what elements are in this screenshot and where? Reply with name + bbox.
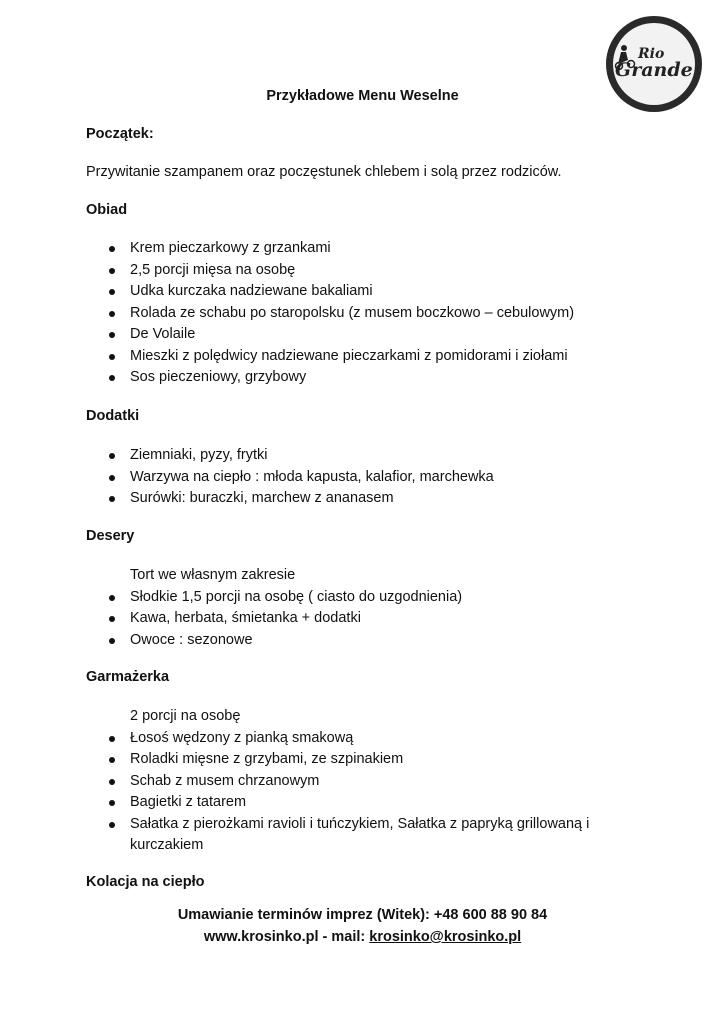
- list-item: Sos pieczeniowy, grzybowy: [86, 367, 646, 389]
- dodatki-list: [86, 445, 646, 510]
- list-item: Surówki: buraczki, marchew z ananasem: [86, 488, 646, 510]
- list-item: Krem pieczarkowy z grzankami: [86, 238, 646, 260]
- list-item: Warzywa na ciepło : młoda kapusta, kalafior, marchewka: [86, 467, 646, 489]
- garmazerka-intro: 2 porcji na osobę: [130, 708, 241, 724]
- section-heading-start: Początek:: [86, 126, 154, 142]
- list-item: Słodkie 1,5 porcji na osobę ( ciasto do uzgodnienia): [86, 587, 646, 609]
- logo-text-line1: Rio: [638, 46, 665, 62]
- list-item: Kawa, herbata, śmietanka + dodatki: [86, 608, 646, 630]
- email-link[interactable]: krosinko@krosinko.pl: [369, 929, 522, 945]
- section-heading-desery: Desery: [86, 528, 135, 544]
- list-item: Sałatka z pierożkami ravioli i tuńczykiem, Sałatka z papryką grillowaną i kurczakiem: [86, 814, 646, 857]
- footer-web: [0, 929, 725, 945]
- welcome-text: Przywitanie szampanem oraz poczęstunek chlebem i solą przez rodziców.: [86, 164, 562, 180]
- obiad-list: [86, 238, 646, 389]
- logo-text-line2: Grande: [615, 59, 693, 81]
- list-item: Łosoś wędzony z pianką smakową: [86, 728, 646, 750]
- section-heading-dodatki: Dodatki: [86, 408, 140, 424]
- desery-list: [86, 565, 646, 651]
- garmazerka-list: [86, 706, 646, 857]
- footer-site-text: www.krosinko.pl - mail:: [203, 929, 370, 945]
- list-item: Bagietki z tatarem: [86, 792, 646, 814]
- desery-intro: Tort we własnym zakresie: [130, 567, 296, 583]
- list-item: Schab z musem chrzanowym: [86, 771, 646, 793]
- list-item: Rolada ze schabu po staropolsku (z musem boczkowo – cebulowym): [86, 303, 646, 325]
- section-heading-garmazerka: Garmażerka: [86, 669, 170, 685]
- list-item: 2,5 porcji mięsa na osobę: [86, 260, 646, 282]
- list-item: Mieszki z polędwicy nadziewane pieczarkami z pomidorami i ziołami: [86, 346, 646, 368]
- list-item: Udka kurczaka nadziewane bakaliami: [86, 281, 646, 303]
- page-title: Przykładowe Menu Weselne: [266, 88, 459, 104]
- footer-contact: Umawianie terminów imprez (Witek): +48 600 88 90 84: [177, 907, 548, 923]
- section-heading-obiad: Obiad: [86, 202, 128, 218]
- list-item: De Volaile: [86, 324, 646, 346]
- list-item: Ziemniaki, pyzy, frytki: [86, 445, 646, 467]
- section-heading-kolacja: Kolacja na ciepło: [86, 874, 205, 890]
- list-item: Roladki mięsne z grzybami, ze szpinakiem: [86, 749, 646, 771]
- list-item: Owoce : sezonowe: [86, 630, 646, 652]
